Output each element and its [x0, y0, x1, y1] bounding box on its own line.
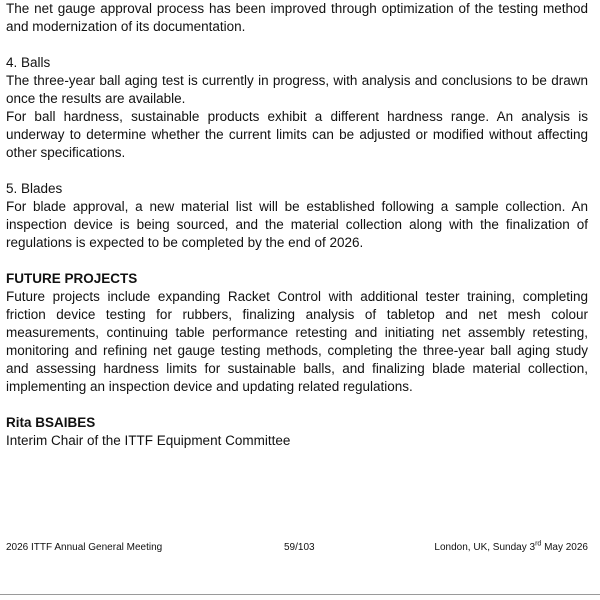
- balls-paragraph-2: For ball hardness, sustainable products exhibit a different hardness range. An analysis is underway to determine whether the current limits can be adjusted or modified without affecting other specifications.: [6, 109, 588, 160]
- intro-paragraph: The net gauge approval process has been improved through optimization of the testing method and modernization of its documentation.: [6, 1, 588, 34]
- balls-paragraph-1: The three-year ball aging test is currently in progress, with analysis and conclusions to be drawn once the results are available.: [6, 73, 588, 106]
- signatory-title: Interim Chair of the ITTF Equipment Committee: [6, 433, 291, 448]
- blades-paragraph: For blade approval, a new material list will be established following a sample collection. An inspection device is being sourced, and the material collection along with the finalization of regulations is expected to be completed by the end of 2026.: [6, 199, 588, 250]
- balls-heading: 4. Balls: [6, 55, 51, 70]
- future-projects-heading: FUTURE PROJECTS: [6, 271, 138, 286]
- footer-location-date: [434, 542, 588, 553]
- signatory-name: Rita BSAIBES: [6, 415, 96, 430]
- footer-meeting-title: 2026 ITTF Annual General Meeting: [6, 542, 163, 553]
- blades-heading: 5. Blades: [6, 181, 63, 196]
- future-projects-paragraph: Future projects include expanding Racket Control with additional tester training, completing friction device testing for rubbers, finalizing analysis of tabletop and net mesh colour measurements, continuing table performance retesting and initiating net assembly retesting, monitoring and refining net gauge testing methods, completing the three-year ball aging study and assessing hardness limits for sustainable balls, and finalizing blade material collection, implementing an inspection device and updating related regulations.: [6, 289, 588, 394]
- footer-date-ordinal: rd: [535, 540, 542, 548]
- page-bottom-rule: [0, 594, 600, 595]
- footer-date-prefix: London, UK, Sunday 3: [434, 542, 536, 553]
- document-body: [6, 0, 588, 450]
- footer-date-suffix: May 2026: [541, 542, 588, 553]
- page-footer: [6, 542, 588, 553]
- footer-page-number: 59/103: [284, 542, 315, 553]
